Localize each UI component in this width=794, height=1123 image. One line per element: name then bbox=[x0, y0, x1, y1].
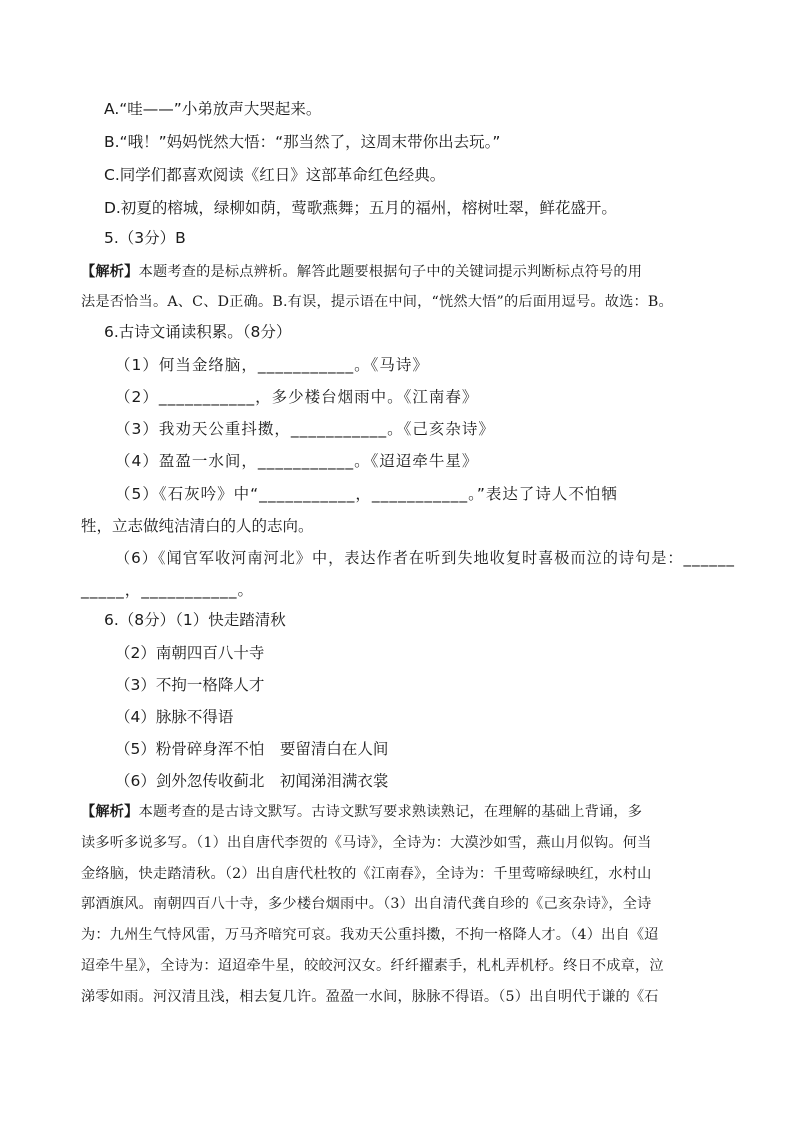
option-c: C.同学们都喜欢阅读《红日》这部革命红色经典。 bbox=[104, 166, 446, 184]
answer-6-item-2: （2）南朝四百八十寺 bbox=[115, 644, 265, 662]
analysis-text: 本题考查的是标点辨析。解答此题要根据句子中的关键词提示判断标点符号的用 bbox=[138, 264, 643, 280]
analysis-6-line-1 bbox=[81, 801, 642, 823]
option-a: A.“哇——”小弟放声大哭起来。 bbox=[104, 100, 322, 118]
analysis-tag: 【解析】 bbox=[81, 264, 139, 280]
question-6-item-6-cont: _____，___________。 bbox=[81, 581, 255, 599]
analysis-6-line-6: 迢牵牛星》，全诗为：迢迢牵牛星，皎皎河汉女。纤纤擢素手，札札弄机杼。终日不成章，泣 bbox=[81, 958, 664, 974]
analysis-6-line-4: 郭酒旗风。南朝四百八十寺，多少楼台烟雨中。（3）出自清代龚自珍的《己亥杂诗》，全诗 bbox=[81, 896, 652, 912]
option-d: D.初夏的榕城，绿柳如荫，莺歌燕舞；五月的福州，榕树吐翠，鲜花盛开。 bbox=[104, 199, 617, 217]
question-6-item-2: （2）___________，多少楼台烟雨中。《江南春》 bbox=[115, 388, 479, 406]
analysis-tag: 【解析】 bbox=[81, 804, 139, 820]
analysis-6-line-2: 读多听多说多写。（1）出自唐代李贺的《马诗》，全诗为：大漠沙如雪，燕山月似钩。何当 bbox=[81, 835, 652, 851]
answer-6-item-6: （6）剑外忽传收蓟北 初闻涕泪满衣裳 bbox=[115, 772, 389, 790]
question-6-item-3: （3）我劝天公重抖擞，___________。《己亥杂诗》 bbox=[115, 420, 495, 438]
question-6-item-5-cont: 牲，立志做纯洁清白的人的志向。 bbox=[81, 517, 314, 535]
answer-5: 5.（3分）B bbox=[104, 229, 186, 247]
question-6-item-4: （4）盈盈一水间，___________。《迢迢牵牛星》 bbox=[115, 452, 479, 470]
question-6-item-5: （5）《石灰吟》中“___________，___________。”表达了诗人不怕牺 bbox=[115, 485, 618, 503]
answer-6-item-5: （5）粉骨碎身浑不怕 要留清白在人间 bbox=[115, 740, 389, 758]
answer-6-item-4: （4）脉脉不得语 bbox=[115, 708, 234, 726]
analysis-6-line-5: 为：九州生气恃风雷，万马齐喑究可哀。我劝天公重抖擞，不拘一格降人才。（4）出自《迢 bbox=[81, 927, 659, 943]
analysis-6-line-3: 金络脑，快走踏清秋。（2）出自唐代杜牧的《江南春》，全诗为：千里莺啼绿映红，水村山 bbox=[81, 866, 652, 882]
option-b: B.“哦！”妈妈恍然大悟：“那当然了，这周末带你出去玩。” bbox=[104, 133, 501, 151]
analysis-6-line-7: 涕零如雨。河汉清且浅，相去复几许。盈盈一水间，脉脉不得语。（5）出自明代于谦的《石 bbox=[81, 989, 659, 1005]
answer-6-item-3: （3）不拘一格降人才 bbox=[115, 676, 265, 694]
analysis-5-line-2: 法是否恰当。A、C、D正确。B.有误，提示语在中间，“恍然大悟”的后面用逗号。故选：B。 bbox=[81, 294, 673, 310]
answer-6-item-1: 6.（8分）（1）快走踏清秋 bbox=[104, 611, 286, 629]
question-6-item-6: （6）《闻官军收河南河北》中，表达作者在听到失地收复时喜极而泣的诗句是：______ bbox=[115, 549, 736, 567]
question-6-item-1: （1）何当金络脑，___________。《马诗》 bbox=[115, 356, 429, 374]
analysis-text: 本题考查的是古诗文默写。古诗文默写要求熟读熟记，在理解的基础上背诵，多 bbox=[138, 804, 643, 820]
analysis-5-line-1 bbox=[81, 261, 642, 283]
question-6-title: 6.古诗文诵读积累。（8分） bbox=[104, 323, 292, 341]
